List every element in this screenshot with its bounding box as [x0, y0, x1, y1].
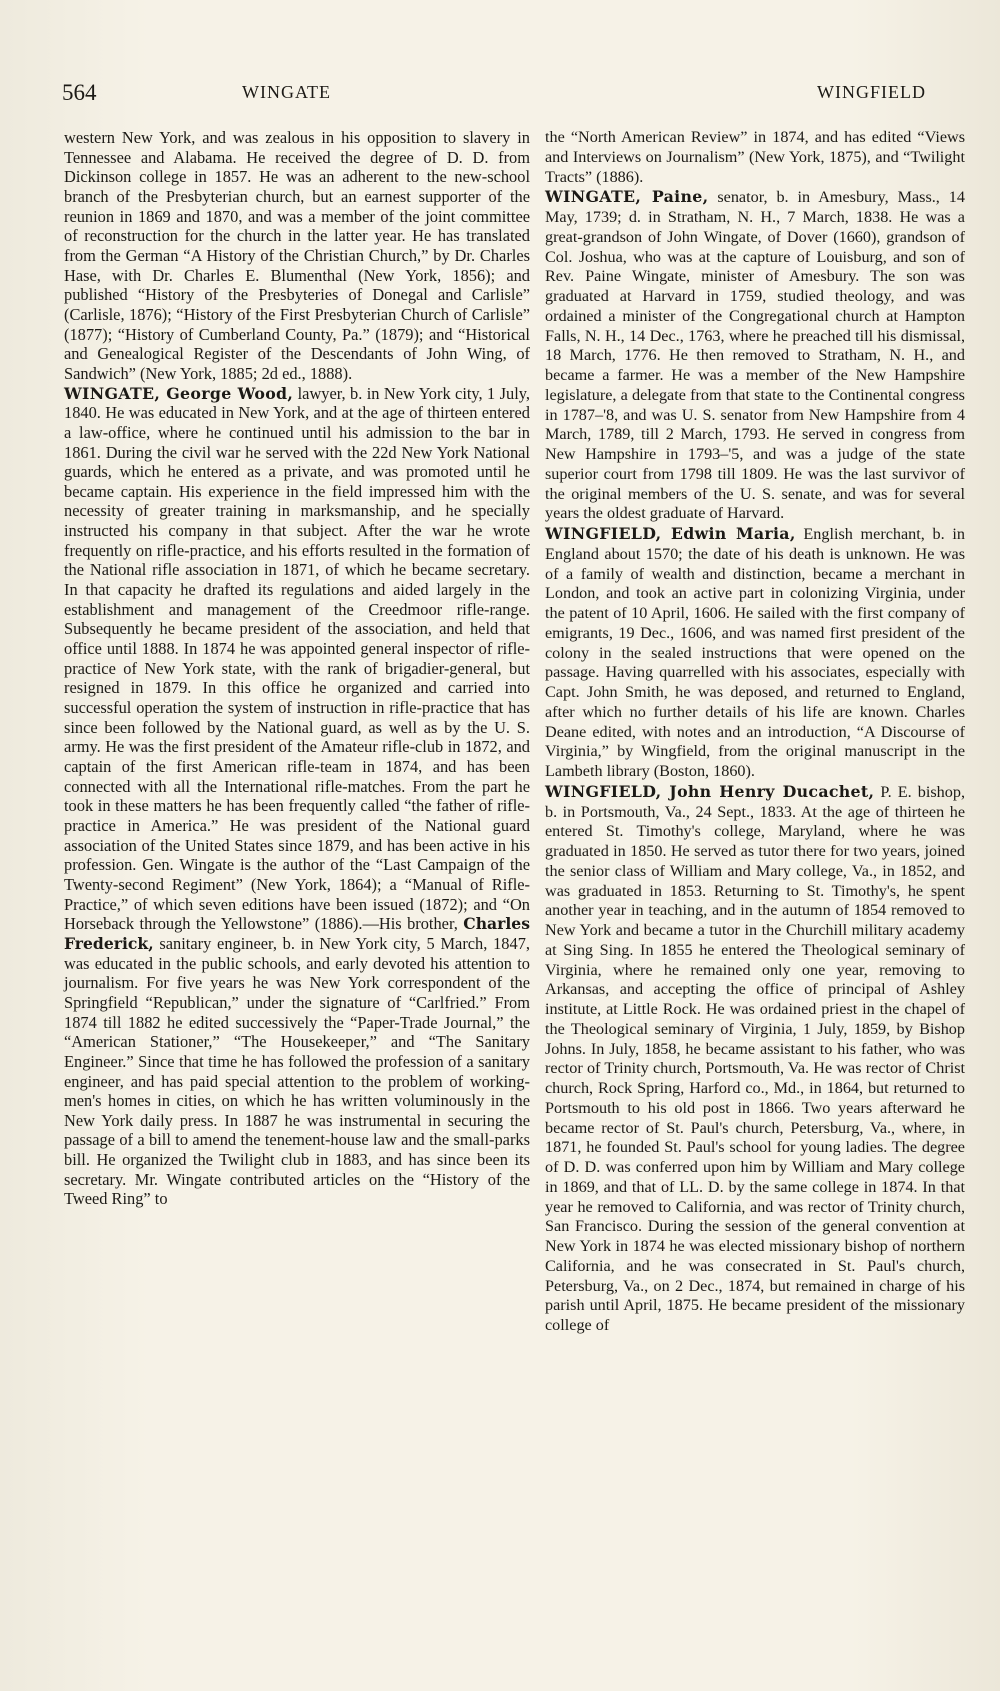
- entry-john-henry-ducachet-wingfield: [545, 782, 965, 1336]
- entry-heading: WINGFIELD, Edwin Maria,: [545, 524, 796, 543]
- entry-body: English merchant, b. in England about 1570; the date of his death is unknown. He was of a family of wealth and distinction, became a merchant in London, and took an active part in colonizing Virginia, under the patent of 10 April, 1606. He sailed with the first company of emigrants, 19 Dec., 1606, and was named first president of the colony in the sealed instructions that were opened on the passage. Having quarrelled with his associates, especially with Capt. John Smith, he was deposed, and returned to England, after which no further details of his life are known. Charles Deane edited, with notes and an introduction, “A Discourse of Virginia,” by Wingfield, from the original manuscript in the Lambeth library (Boston, 1860).: [545, 525, 965, 780]
- entry-edwin-maria-wingfield: [545, 524, 965, 782]
- sub-entry-heading: Charles Frederick,: [64, 914, 530, 953]
- entry-george-wood-wingate: [64, 384, 530, 1210]
- entry-heading: WINGFIELD, John Henry Ducachet,: [545, 781, 875, 801]
- entry-body: lawyer, b. in New York city, 1 July, 1840. He was educated in New York, and at the age of thirteen entered a law-office, where he continued until his admission to the bar in 1861. During the civil war he served with the 22d New York National guards, which he entered as a private, and was promoted until he became captain. His experience in the field impressed him with the necessity of greater training in marksmanship, and he specially instructed his company in that subject. After the war he wrote frequently on rifle-practice, and his efforts resulted in the formation of the National rifle association in 1871, of which he became secretary. In that capacity he drafted its regulations and aided largely in the establishment and management of the Creedmoor rifle-range. Subsequently he became president of the association, and held that office until 1888. In 1874 he was appointed general inspector of rifle-practice of New York state, with the rank of brigadier-general, but resigned in 1879. In this office he organized and carried into successful operation the system of instruction in rifle-practice that has since been followed by the National guard, as well as by the U. S. army. He was the first president of the Amateur rifle-club in 1872, and captain of the first American rifle-team in 1874, and has been connected with all the International rifle-matches. From the part he took in these matters he has been frequently called “the father of rifle-practice in America.” He was president of the National guard association of the United States since 1879, and has been active in his profession. Gen. Wingate is the author of the “Last Campaign of the Twenty-second Regiment” (New York, 1864); a “Manual of Rifle-Practice,” of which seven editions have been issued (1872); and “On Horseback through the Yellowstone” (1886).—His brother,: [64, 383, 530, 934]
- page-header: [62, 80, 928, 110]
- entry-body-continued: sanitary engineer, b. in New York city, 5 March, 1847, was educated in the public schools, and early devoted his attention to journalism. For five years he was New York correspondent of the Springfield “Republican,” under the signature of “Carlfried.” From 1874 till 1882 he edited successively the “Paper-Trade Journal,” the “American Stationer,” “The Housekeeper,” and “The Sanitary Engineer.” Since that time he has followed the profession of a sanitary engineer, and has paid special attention to the problem of working-men's homes in cities, on which he has written voluminously in the New York daily press. In 1887 he was instrumental in securing the passage of a bill to amend the tenement-house law and the small-parks bill. He organized the Twilight club in 1883, and has since been its secretary. Mr. Wingate contributed articles on the “History of the Tweed Ring” to: [64, 933, 530, 1209]
- running-head-left: WINGATE: [242, 82, 331, 102]
- left-column: [64, 128, 530, 1209]
- page-number: 564: [62, 80, 97, 105]
- entry-body: senator, b. in Amesbury, Mass., 14 May, 1739; d. in Stratham, N. H., 7 March, 1838. He was a great-grandson of John Wingate, of Dover (1660), grandson of Col. Joshua, who was at the capture of Louisburg, and son of Rev. Paine Wingate, minister of Amesbury. The son was graduated at Harvard in 1759, studied theology, and was ordained a minister of the Congregational church at Hampton Falls, N. H., 14 Dec., 1763, where he preached till his dismissal, 18 March, 1776. He then removed to Stratham, N. H., and became a farmer. He was a member of the New Hampshire legislature, a delegate from that state to the Continental congress in 1787–'8, and was U. S. senator from New Hampshire from 4 March, 1789, till 2 March, 1793. He served in congress from New Hampshire in 1793–'5, and was a judge of the state superior court from 1798 till 1809. He was the last survivor of the original members of the U. S. senate, and was for several years the oldest graduate of Harvard.: [545, 188, 965, 523]
- column-divider: [537, 128, 538, 1661]
- continued-entry-text: the “North American Review” in 1874, and has edited “Views and Interviews on Journalism” (New York, 1875), and “Twilight Tracts” (1886).: [545, 128, 965, 186]
- entry-heading: WINGATE, George Wood,: [64, 383, 294, 403]
- running-head-right: WINGFIELD: [817, 82, 926, 102]
- entry-heading: WINGATE, Paine,: [545, 187, 709, 207]
- right-column: [545, 128, 965, 1336]
- entry-body: P. E. bishop, b. in Portsmouth, Va., 24 Sept., 1833. At the age of thirteen he entered St. Timothy's college, Maryland, where he was graduated in 1850. He served as tutor there for two years, joined the senior class of William and Mary college, Va., in 1852, and was graduated in 1853. Returning to St. Timothy's, he spent another year in teaching, and in the autumn of 1854 removed to New York and became a tutor in the Churchill military academy at Sing Sing. In 1855 he entered the Theological seminary of Virginia, where he remained only one year, removing to Arkansas, and accepting the office of principal of Ashley institute, at Little Rock. He was ordained priest in the chapel of the Theological seminary of Virginia, 1 July, 1859, by Bishop Johns. In July, 1858, he became assistant to his father, who was rector of Trinity church, Portsmouth, Va. He was rector of Christ church, Rock Spring, Harford co., Md., in 1864, but returned to Portsmouth to his old post in 1866. Two years afterward he became rector of St. Paul's church, Petersburg, Va., where, in 1871, he founded St. Paul's school for young ladies. The degree of D. D. was conferred upon him by William and Mary college in 1869, and that of LL. D. by the same college in 1874. In that year he removed to California, and was rector of Trinity church, San Francisco. During the session of the general convention at New York in 1874 he was elected missionary bishop of northern California, and he was consecrated in St. Paul's church, Petersburg, Va., on 2 Dec., 1874, but remained in charge of his parish until April, 1875. He became president of the missionary college of: [545, 782, 965, 1334]
- continued-entry-text: western New York, and was zealous in his opposition to slavery in Tennessee and Alabama. He received the degree of D. D. from Dickinson college in 1857. He was an adherent to the new-school branch of the Presbyterian church, but an earnest supporter of the reunion in 1869 and 1870, and was a member of the joint committee of reconstruction for the church in the latter year. He has translated from the German “A History of the Christian Church,” by Dr. Charles Hase, with Dr. Charles E. Blumenthal (New York, 1856); and published “History of the Presbyteries of Donegal and Carlisle” (Carlisle, 1876); “History of the First Presbyterian Church of Carlisle” (1877); “History of Cumberland County, Pa.” (1879); and “Historical and Genealogical Register of the Descendants of John Wing, of Sandwich” (New York, 1885; 2d ed., 1888).: [64, 128, 530, 383]
- entry-paine-wingate: [545, 187, 965, 524]
